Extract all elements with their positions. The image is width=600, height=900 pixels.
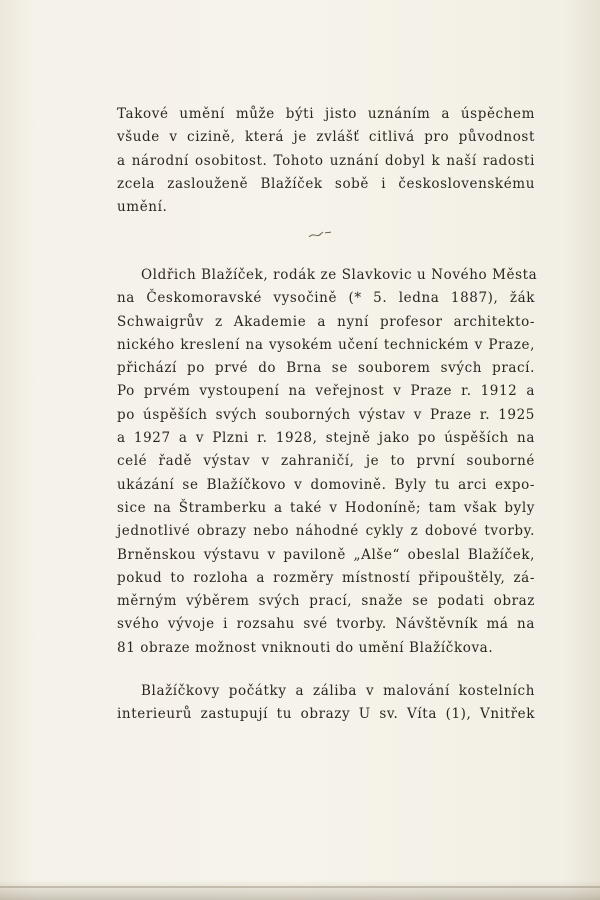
paragraph-2: [117, 264, 538, 660]
text-line: interieurů zastupují tu obrazy U sv. Víta (1), Vnitřek: [117, 706, 535, 723]
text-line: nického kreslení na vysokém učení technickém v Praze,: [117, 336, 535, 353]
text-line: 81 obraze možnost vniknouti do umění Blažíčkova.: [117, 639, 494, 656]
text-line: celé řadě výstav v zahraničí, je to první souborné: [117, 453, 535, 470]
text-line: Po prvém vystoupení na veřejnost v Praze r. 1912 a: [117, 383, 535, 400]
text-line: ukázání se Blažíčkovo v domovině. Byly tu arci expo-: [117, 476, 535, 493]
text-line: svého vývoje i rozsahu své tvorby. Návštěvník má na: [117, 616, 535, 633]
text-line: jednotlivé obrazy nebo náhodné cykly z dobové tvorby.: [117, 523, 535, 540]
text-line: přichází po prvé do Brna se souborem svých prací.: [117, 360, 535, 377]
text-line: a národní osobitost. Tohoto uznání dobyl k naší radosti: [117, 152, 535, 169]
text-line: Takové umění může býti jisto uznáním a úspěchem: [117, 106, 535, 122]
section-divider-ornament: [305, 228, 335, 240]
text-line: Schwaigrův z Akademie a nyní profesor architekto-: [117, 313, 535, 330]
text-line: zcela zaslouženě Blažíček sobě i československému: [117, 175, 535, 192]
text-line: všude v cizině, která je zvlášť citlivá pro původnost: [117, 129, 535, 146]
text-line: Oldřich Blažíček, rodák ze Slavkovic u Nového Města: [141, 267, 538, 283]
text-line: pokud to rozloha a rozměry místností připouštěly, zá-: [117, 569, 535, 586]
page-bottom-edge: [0, 886, 600, 888]
text-line: sice na Štramberku a také v Hodoníně; tam však byly: [117, 499, 535, 516]
text-line: Brněnskou výstavu v paviloně „Alše“ obeslal Blažíček,: [117, 546, 535, 563]
text-line: na Českomoravské vysočině (* 5. ledna 1887), žák: [117, 290, 535, 307]
page-bottom-shadow: [0, 880, 600, 900]
paragraph-3: [117, 680, 535, 727]
paragraph-1: [117, 103, 535, 219]
text-line: Blažíčkovy počátky a záliba v malování kostelních: [141, 683, 535, 699]
text-line: umění.: [117, 199, 168, 216]
text-line: a 1927 a v Plzni r. 1928, stejně jako po úspěších na: [117, 430, 535, 447]
text-line: měrným výběrem svých prací, snaže se podati obraz: [117, 593, 535, 610]
text-line: po úspěších svých souborných výstav v Praze r. 1925: [117, 406, 535, 423]
